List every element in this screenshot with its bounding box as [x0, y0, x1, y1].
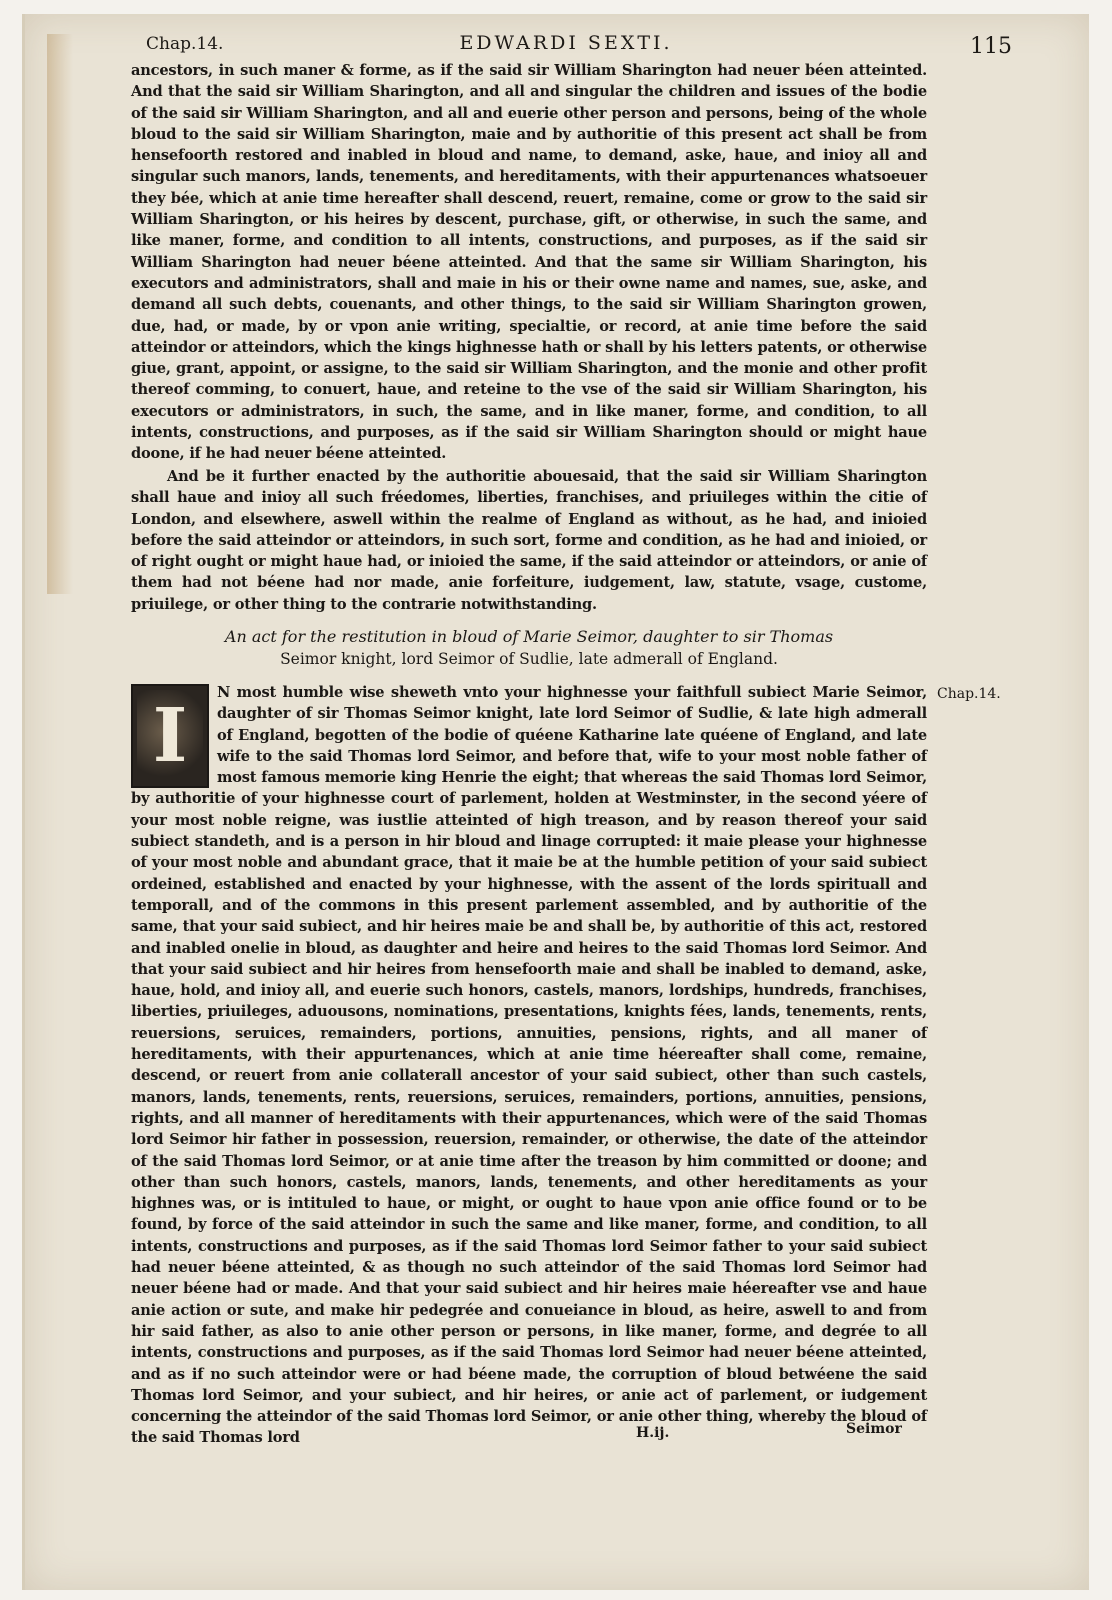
paragraph-seimor-petition: N most humble wise sheweth vnto your highnesse your faithfull subiect Marie Seimor, daughter of sir Thomas Seimor knight, late lord Seimor of Sudlie, & late high admerall of England, begotten of the bodie of quéene Katharine late quéene of England, and late wife to the said Thomas lord Seimor, and before that, wife to your most noble father of most famous memorie king Henrie the eight; that whereas the said Thomas lord Seimor, by authoritie of your highnesse court of parlement, holden at Westminster, in the second yéere of your most noble reigne, was iustlie atteinted of high treason, and by reason thereof your said subiect standeth, and is a person in hir bloud and linage corrupted: it maie please your highnesse of your most noble and abundant grace, that it maie be at the humble petition of your said subiect ordeined, established and enacted by your highnesse, with the assent of the lords spirituall and temporall, and of the commons in this present parlement assembled, and by authoritie of the same, that your said subiect, and hir heires maie be and shall be, by authoritie of this act, restored and inabled onelie in bloud, as daughter and heire and heires to the said Thomas lord Seimor. And that your said subiect and hir heires from hensefoorth maie and shall be inabled to demand, aske, haue, hold, and inioy all, and euerie such honors, castels, manors, lordships, hundreds, franchises, liberties, priuileges, aduousons, nominations, presentations, knights fées, lands, tenements, rents, reuersions, seruices, remainders, portions, annuities, pensions, rights, and all maner of hereditaments, with their appurtenances, which at anie time héereafter shall come, remaine, descend, or reuert from anie collaterall ancestor of your said subiect, other than such castels, manors, lands, tenements, rents, reuersions, seruices, remainders, portions, annuities, pensions, rights, and all manner of hereditaments with their appurtenances, which were of the said Thomas lord Seimor hir father in possession, reuersion, remainder, or otherwise, the date of the atteindor of the said Thomas lord Seimor, or at anie time after the treason by him committed or doone; and other than such honors, castels, manors, lands, tenements, and other hereditaments as your highnes was, or is intituled to haue, or might, or ought to haue vpon anie office found or to be found, by force of the said atteindor in such the same and like maner, forme, and condition, to all intents, constructions and purposes, as if the said Thomas lord Seimor father to your said subiect had neuer béene atteinted, & as though no such atteindor of the said Thomas lord Seimor had neuer béene had or made. And that your said subiect and hir heires maie héereafter vse and haue anie action or sute, and make hir pedegrée and conueiance in bloud, as heire, aswell to and from hir said father, as also to anie other person or persons, in like maner, forme, and degrée to all intents, constructions and purposes, as if the said Thomas lord Seimor had neuer béene atteinted, and as if no such atteindor were or had béene made, the corruption of bloud betwéene the said Thomas lord Seimor, and your subiect, and hir heires, or anie act of parlement, or iudgement concerning the atteindor of the said Thomas lord Seimor, or anie other thing, whereby the bloud of the said Thomas lord: [131, 684, 927, 1447]
page-number: 115: [970, 34, 1012, 59]
act-title-line-2: Seimor knight, lord Seimor of Sudlie, late admerall of England.: [280, 650, 778, 668]
signature-mark: H.ij.: [636, 1425, 670, 1441]
petition-section: [131, 682, 927, 1449]
catchword: Seimor: [846, 1421, 902, 1437]
act-title: [131, 626, 927, 670]
margin-chapter-note: Chap.14.: [937, 686, 1001, 702]
running-header: [140, 28, 1012, 59]
paragraph-sharington-liberties: And be it further enacted by the authoritie abouesaid, that the said sir William Sharington shall haue and inioy all such fréedomes, liberties, franchises, and priuileges within the citie of London, and elsewhere, aswell within the realme of England as without, as he had, and inioied before the said atteindor or atteindors, in such sort, forme and condition, as he had and inioied, or of right ought or might haue had, or inioied the same, if the said atteindor or atteindors, or anie of them had not béene had nor made, anie forfeiture, iudgement, law, statute, vsage, custome, priuilege, or other thing to the contrarie notwithstanding.: [131, 468, 927, 613]
decorated-initial: [131, 684, 209, 788]
paragraph-sharington-restitution: ancestors, in such maner & forme, as if the said sir William Sharington had neuer béen atteinted. And that the said sir William Sharington, and all and singular the children and issues of the bodie of the said sir William Sharington, and all and euerie other person and persons, being of the whole bloud to the said sir William Sharington, maie and by authoritie of this present act shall be from hensefoorth restored and inabled in bloud and name, to demand, aske, haue, and inioy all and singular such manors, lands, tenements, and hereditaments, with their appurtenances whatsoeuer they bée, which at anie time hereafter shall descend, reuert, remaine, come or grow to the said sir William Sharington, or his heires by descent, purchase, gift, or otherwise, in such the same, and like maner, forme, and condition to all intents, constructions, and purposes, as if the said sir William Sharington had neuer béene atteinted. And that the same sir William Sharington, his executors and administrators, shall and maie in his or their owne name and names, sue, aske, and demand all such debts, couenants, and other things, to the said sir William Sharington growen, due, had, or made, by or vpon anie writing, specialtie, or record, at anie time before the said atteindor or atteindors, which the kings highnesse hath or shall by his letters patents, or otherwise giue, grant, appoint, or assigne, to the said sir William Sharington, and the monie and other profit thereof comming, to conuert, haue, and reteine to the vse of the said sir William Sharington, his executors or administrators, in such, the same, and in like maner, forme, and condition, to all intents, constructions, and purposes, as if the said sir William Sharington should or might haue doone, if he had neuer béene atteinted.: [131, 62, 927, 463]
initial-letter: I: [152, 693, 188, 779]
page-stain: [47, 34, 73, 594]
header-chapter: Chap.14.: [146, 34, 224, 54]
header-title: EDWARDI SEXTI.: [459, 32, 673, 54]
act-title-line-1: An act for the restitution in bloud of Marie Seimor, daughter to sir Thomas: [224, 627, 834, 646]
